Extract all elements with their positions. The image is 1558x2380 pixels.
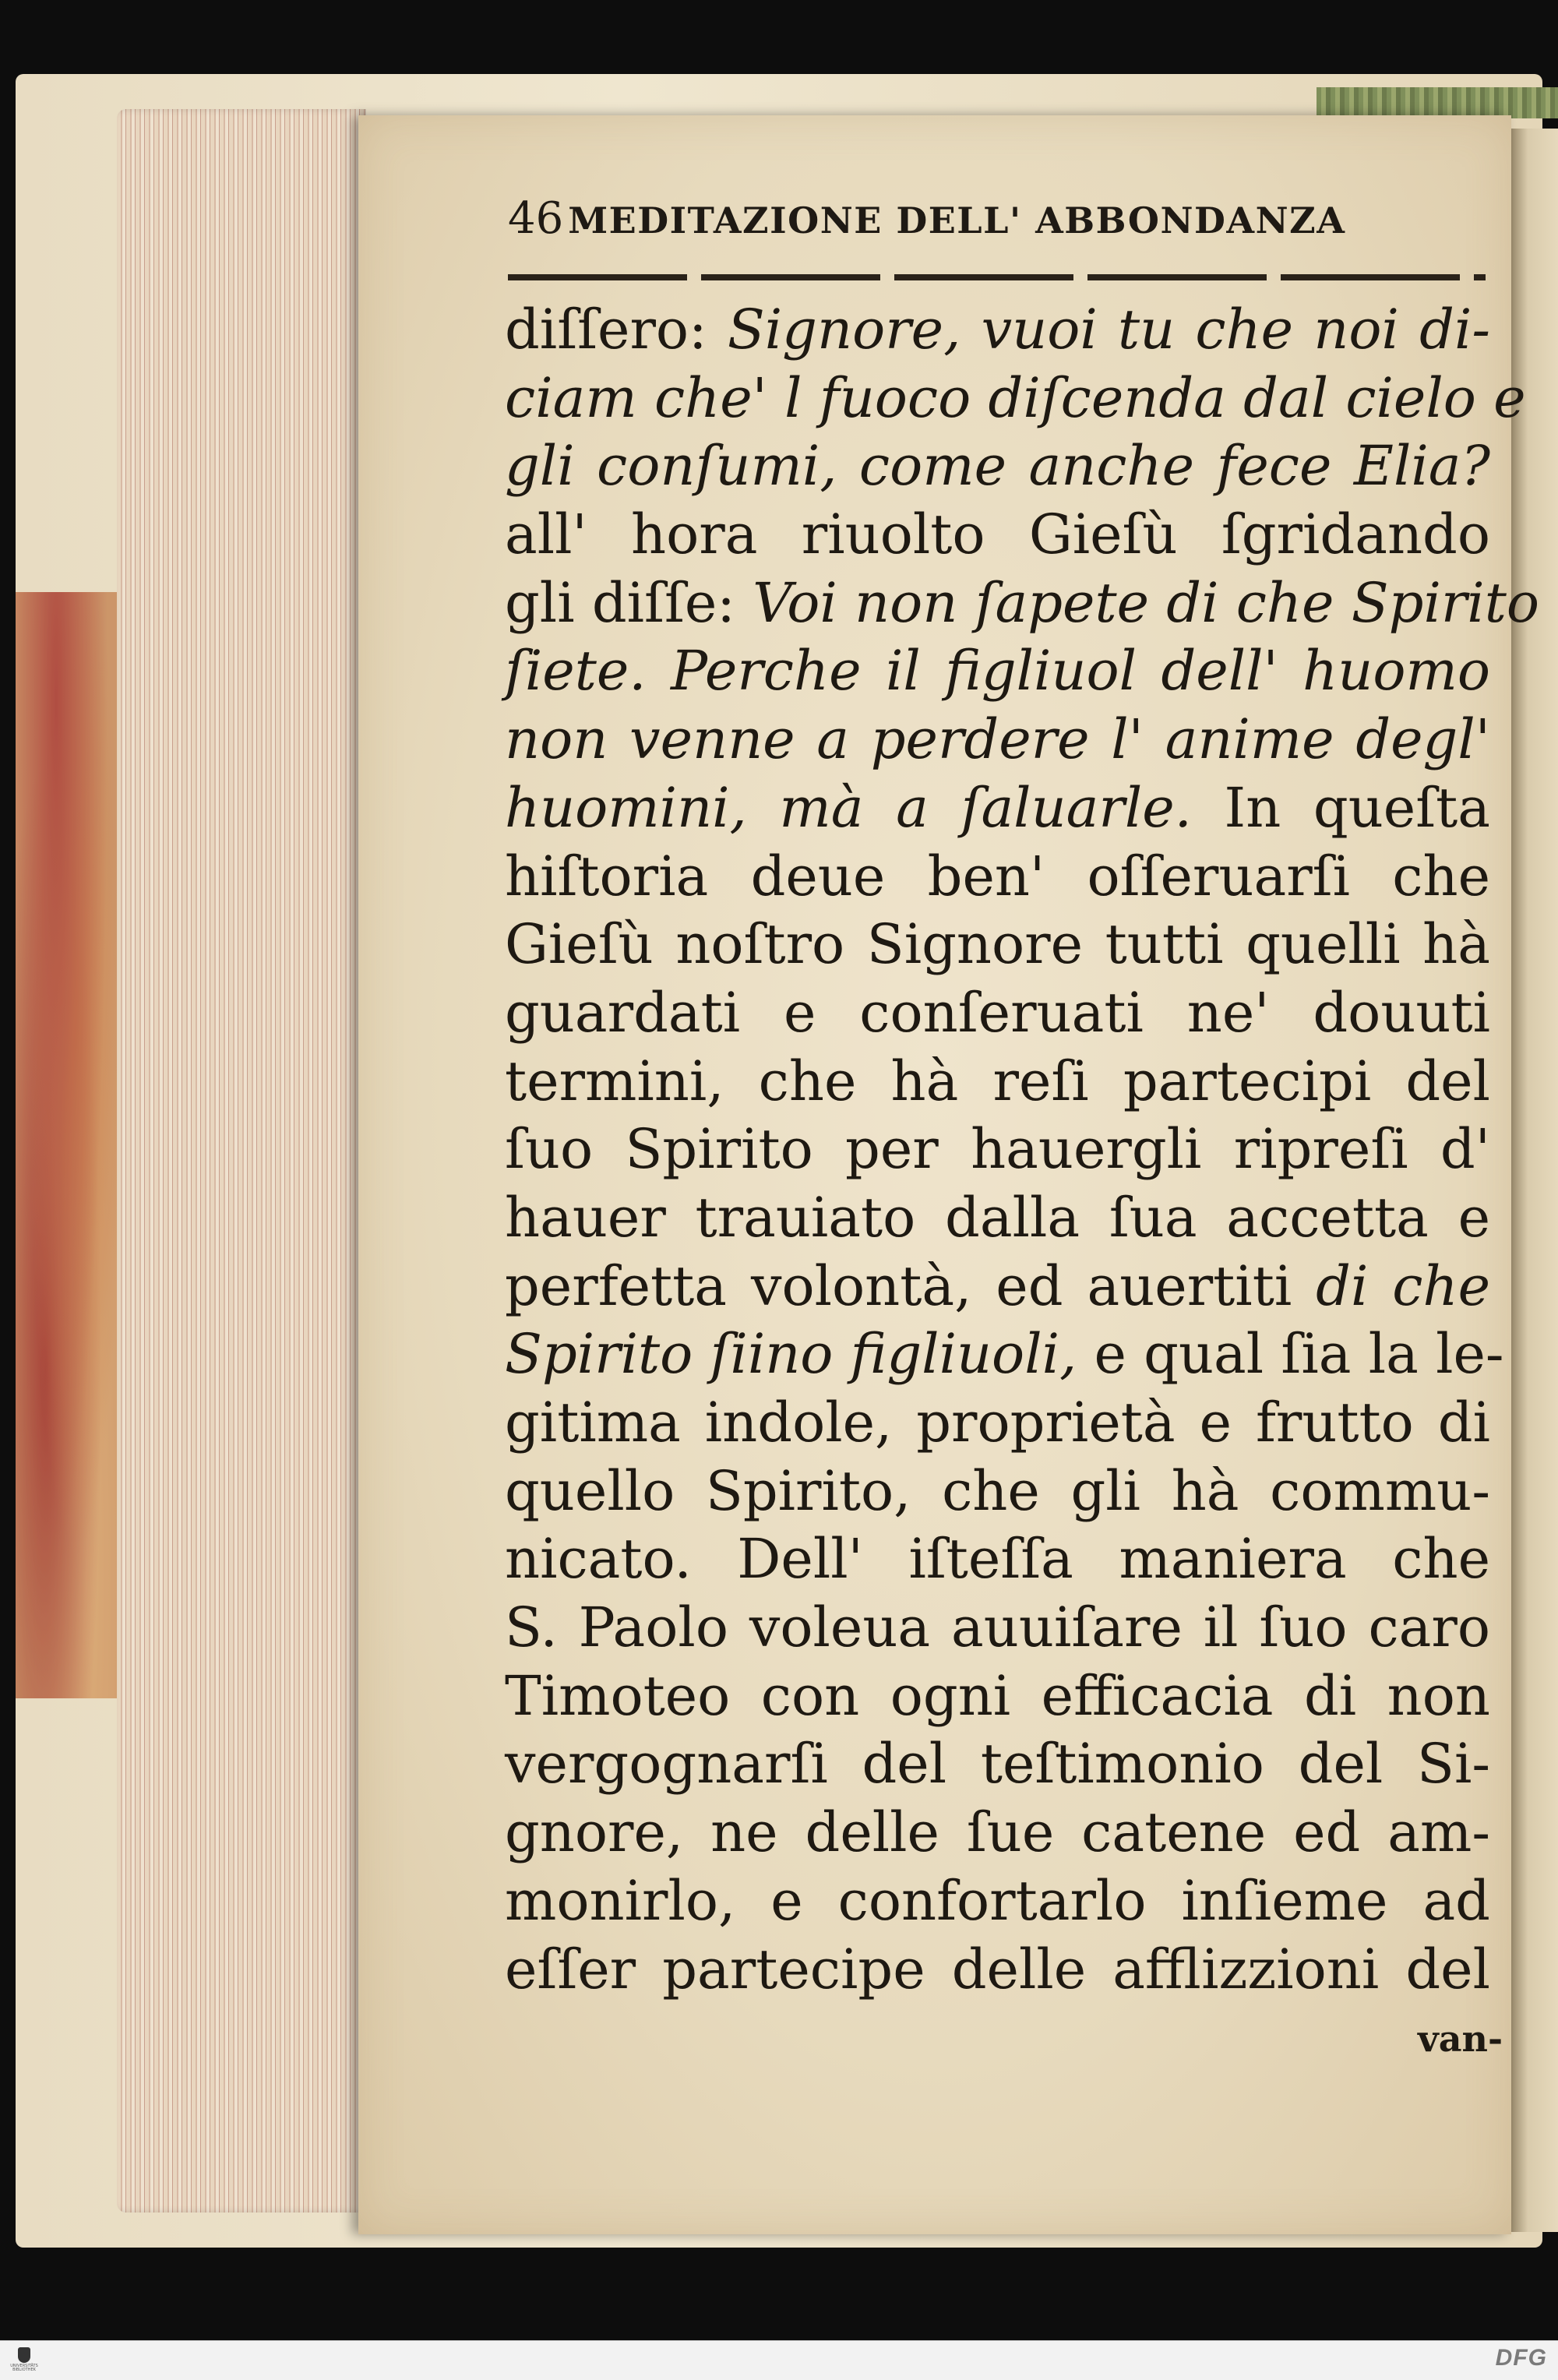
roman-segment: quello Spirito, che gli hà commu- xyxy=(505,1458,1490,1523)
italic-segment: di che xyxy=(1316,1253,1490,1318)
dfg-logo: DFG xyxy=(1495,2345,1547,2371)
italic-segment: ſiete. Perche il figliuol dell' huomo xyxy=(505,639,1490,703)
text-line xyxy=(505,1048,1490,1116)
text-line xyxy=(505,1253,1490,1321)
roman-segment: diſſero: xyxy=(505,298,728,361)
text-line xyxy=(505,637,1490,706)
roman-segment: gli diſſe: xyxy=(505,570,753,635)
text-line xyxy=(505,296,1490,365)
text-line xyxy=(505,1184,1490,1253)
roman-segment: Gieſù noſtro Signore tutti quelli hà xyxy=(505,912,1490,977)
page-number: 46 xyxy=(508,193,564,244)
library-logo-text: UNIVERSITÄTS BIBLIOTHEK xyxy=(10,2364,38,2372)
text-line xyxy=(505,774,1490,843)
text-line xyxy=(505,365,1526,433)
text-line xyxy=(505,979,1490,1048)
text-line xyxy=(505,1936,1490,2004)
roman-segment: gitima indole, proprietà e frutto di xyxy=(505,1391,1490,1454)
roman-segment: e qual ſia la le- xyxy=(1094,1322,1504,1387)
roman-segment: hauer trauiato dalla ſua accetta e xyxy=(505,1185,1490,1250)
text-line xyxy=(505,1867,1490,1936)
header-rule xyxy=(508,274,1486,280)
text-line xyxy=(505,1730,1490,1799)
roman-segment: all' hora riuolto Gieſù ſgridando xyxy=(505,502,1490,567)
library-logo xyxy=(8,2345,41,2375)
italic-segment: Spirito ſiino figliuoli, xyxy=(505,1322,1094,1387)
text-line xyxy=(505,1662,1490,1731)
roman-segment: nicato. Dell' iſteſſa maniera che xyxy=(505,1527,1490,1592)
italic-segment: ciam che' l fuoco diſcenda dal cielo e xyxy=(505,365,1526,430)
running-head xyxy=(508,193,1478,263)
roman-segment: perfetta volontà, ed auertiti xyxy=(505,1253,1317,1318)
library-logo-icon xyxy=(18,2347,30,2363)
roman-segment: gnore, ne delle ſue catene ed am- xyxy=(505,1800,1490,1865)
text-line xyxy=(505,1389,1490,1458)
running-title: MEDITAZIONE DELL' ABBONDANZA xyxy=(568,199,1346,242)
facing-page-edge xyxy=(1507,129,1558,2232)
text-line xyxy=(505,432,1490,501)
roman-segment: vergognarſi del teſtimonio del Si- xyxy=(505,1732,1490,1796)
roman-segment: eſſer partecipe delle afflizzioni del xyxy=(505,1937,1490,2001)
catchword: van- xyxy=(1418,2018,1503,2060)
text-line xyxy=(505,911,1490,979)
text-line xyxy=(505,706,1490,774)
text-line xyxy=(505,1594,1490,1662)
page-edges xyxy=(117,109,366,2213)
viewer-footer xyxy=(0,2340,1558,2380)
roman-segment: Timoteo con ogni efficacia di non xyxy=(505,1663,1490,1728)
roman-segment: termini, che hà reſi partecipi del xyxy=(505,1049,1490,1113)
text-line xyxy=(505,1525,1490,1594)
italic-segment: gli conſumi, come anche fece Elia? xyxy=(505,434,1490,499)
body-text xyxy=(505,296,1539,2004)
text-line xyxy=(505,1799,1490,1867)
text-line xyxy=(505,569,1539,638)
roman-segment: ſuo Spirito per hauergli ripreſi d' xyxy=(505,1117,1490,1182)
italic-segment: huomini, mà a ſaluarle. xyxy=(505,775,1225,840)
roman-segment: In queſta xyxy=(1224,775,1491,840)
roman-segment: monirlo, e confortarlo inſieme ad xyxy=(505,1868,1490,1933)
text-line xyxy=(505,1116,1490,1184)
cover-trim xyxy=(1317,87,1558,118)
text-line xyxy=(505,1320,1504,1389)
italic-segment: non venne a perdere l' anime degl' xyxy=(505,707,1490,772)
roman-segment: hiſtoria deue ben' oſſeruarſi che xyxy=(505,844,1490,908)
text-line xyxy=(505,1458,1490,1526)
text-line xyxy=(505,843,1490,911)
roman-segment: S. Paolo voleua auuiſare il ſuo caro xyxy=(505,1595,1490,1660)
text-line xyxy=(505,501,1490,569)
marbled-endpaper xyxy=(16,592,117,1698)
italic-segment: Signore, vuoi tu che noi di- xyxy=(727,298,1490,361)
italic-segment: Voi non ſapete di che Spirito xyxy=(753,570,1539,635)
roman-segment: guardati e conſeruati ne' douuti xyxy=(505,980,1490,1045)
